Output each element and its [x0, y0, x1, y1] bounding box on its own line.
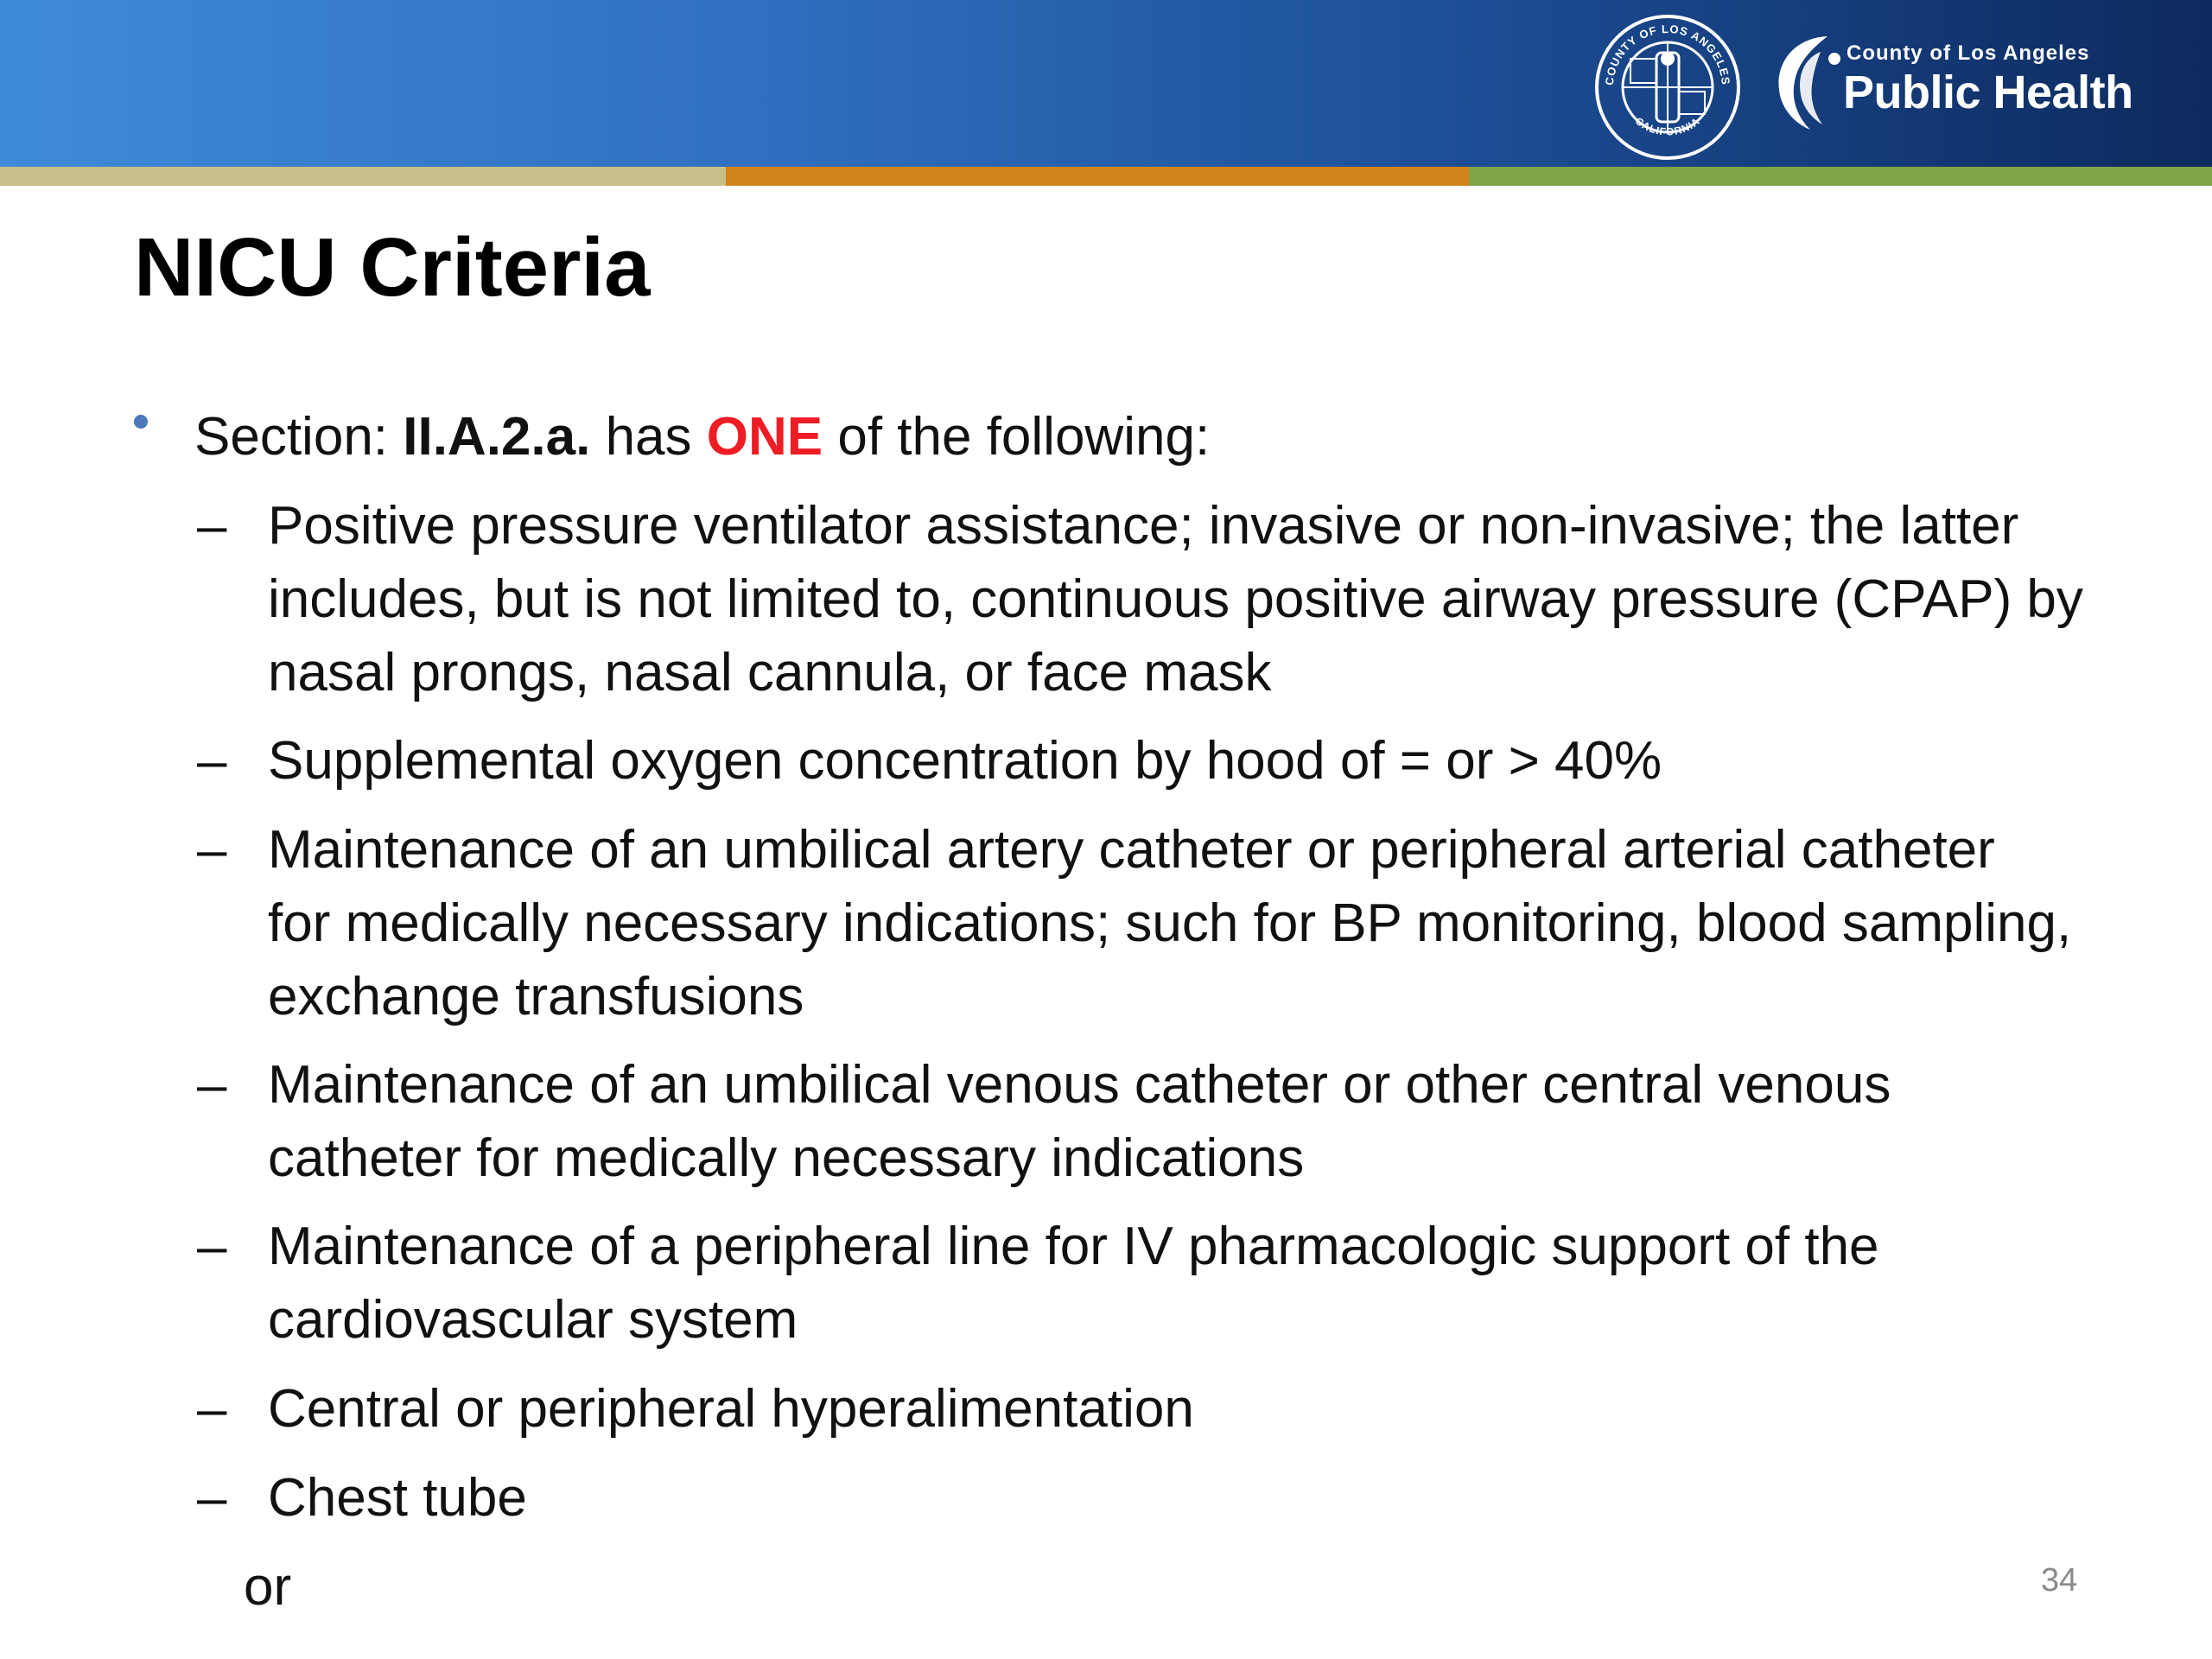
logo-public-health-text: Public Health: [1843, 67, 2133, 118]
county-seal-icon: [1594, 14, 1741, 161]
logo-county-text: County of Los Angeles: [1847, 41, 2090, 65]
criteria-item-4-line-1: Maintenance of an umbilical venous catheter or other central venous: [268, 1055, 1891, 1115]
seal-ring-text-top: COUNTY OF LOS ANGELES: [1602, 22, 1733, 86]
section-reference: II.A.2.a.: [403, 407, 591, 467]
criteria-item-6-line-1: Central or peripheral hyperalimentation: [268, 1379, 1194, 1439]
dash-marker: –: [197, 731, 227, 791]
emphasis-word: ONE: [706, 407, 823, 467]
criteria-item-3-line-1: Maintenance of an umbilical artery catheter or peripheral arterial catheter: [268, 820, 1995, 880]
trailing-or-text: or: [244, 1557, 292, 1617]
criteria-item-1-line-1: Positive pressure ventilator assistance; invasive or non-invasive; the latter: [268, 496, 2019, 556]
slide-title: NICU Criteria: [134, 221, 651, 314]
public-health-mark-icon: [1767, 29, 1845, 133]
criteria-item-1-line-2: includes, but is not limited to, continuous positive airway pressure (CPAP) by: [268, 569, 2083, 629]
page-number: 34: [2041, 1562, 2078, 1599]
public-health-logo: [1767, 26, 2133, 138]
intro-suffix: of the following:: [823, 407, 1211, 467]
header-stripe-orange: [726, 167, 1469, 186]
criteria-item-1-line-3: nasal prongs, nasal cannula, or face mask: [268, 643, 1272, 702]
intro-bullet: [194, 400, 1210, 474]
dash-marker: –: [197, 820, 227, 880]
criteria-item-5-line-2: cardiovascular system: [268, 1290, 798, 1350]
dash-marker: –: [197, 1217, 227, 1276]
dash-marker: –: [197, 496, 227, 556]
criteria-item-3-line-2: for medically necessary indications; such for BP monitoring, blood sampling,: [268, 893, 2072, 953]
intro-prefix: Section:: [194, 407, 404, 467]
dash-marker: –: [197, 1468, 227, 1528]
bullet-dot-icon: [134, 415, 148, 429]
criteria-item-2-line-1: Supplemental oxygen concentration by hood of = or > 40%: [268, 731, 1662, 791]
criteria-item-5-line-1: Maintenance of a peripheral line for IV pharmacologic support of the: [268, 1217, 1879, 1276]
seal-ring-text-bottom: CALIFORNIA: [1632, 114, 1703, 138]
header-stripe-tan: [0, 167, 726, 186]
dash-marker: –: [197, 1379, 227, 1439]
header-stripe-green: [1469, 167, 2212, 186]
criteria-item-4-line-2: catheter for medically necessary indications: [268, 1128, 1305, 1188]
criteria-item-7-line-1: Chest tube: [268, 1468, 527, 1528]
criteria-item-3-line-3: exchange transfusions: [268, 967, 804, 1027]
intro-middle: has: [590, 407, 707, 467]
dash-marker: –: [197, 1055, 227, 1115]
